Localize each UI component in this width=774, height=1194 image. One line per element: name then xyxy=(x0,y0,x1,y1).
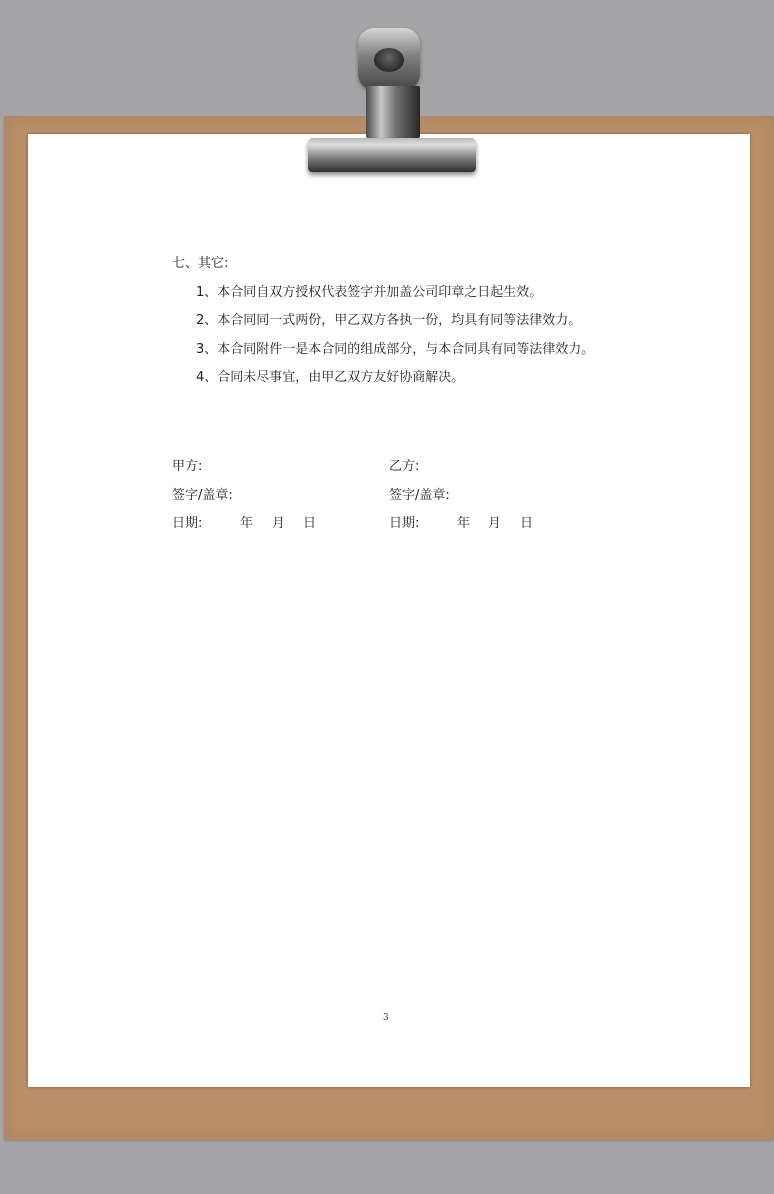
party-a-day-label: 日 xyxy=(303,516,317,531)
party-b-month-label: 月 xyxy=(488,516,502,531)
party-a-year-label: 年 xyxy=(240,516,254,531)
party-b-year-label: 年 xyxy=(457,516,471,531)
party-b-date-label: 日期: xyxy=(389,516,420,531)
clause-4: 4、合同未尽事宜，由甲乙双方友好协商解决。 xyxy=(196,370,465,385)
party-a-signature-label: 签字/盖章: xyxy=(172,488,233,503)
party-b-label: 乙方: xyxy=(389,459,420,474)
clause-1: 1、本合同自双方授权代表签字并加盖公司印章之日起生效。 xyxy=(196,285,543,300)
document-page xyxy=(28,134,750,1087)
party-b-signature-label: 签字/盖章: xyxy=(389,488,450,503)
party-a-date-label: 日期: xyxy=(172,516,203,531)
binder-clip-plate xyxy=(308,138,476,172)
page-number: 3 xyxy=(383,1013,389,1023)
party-a-month-label: 月 xyxy=(272,516,286,531)
section-heading: 七、其它: xyxy=(172,256,229,271)
party-b-day-label: 日 xyxy=(520,516,534,531)
clause-3: 3、本合同附件一是本合同的组成部分，与本合同具有同等法律效力。 xyxy=(196,342,595,357)
party-a-label: 甲方: xyxy=(172,459,203,474)
binder-clip-spring xyxy=(366,86,420,138)
clause-2: 2、本合同同一式两份，甲乙双方各执一份，均具有同等法律效力。 xyxy=(196,313,582,328)
binder-clip-hole xyxy=(374,48,404,72)
